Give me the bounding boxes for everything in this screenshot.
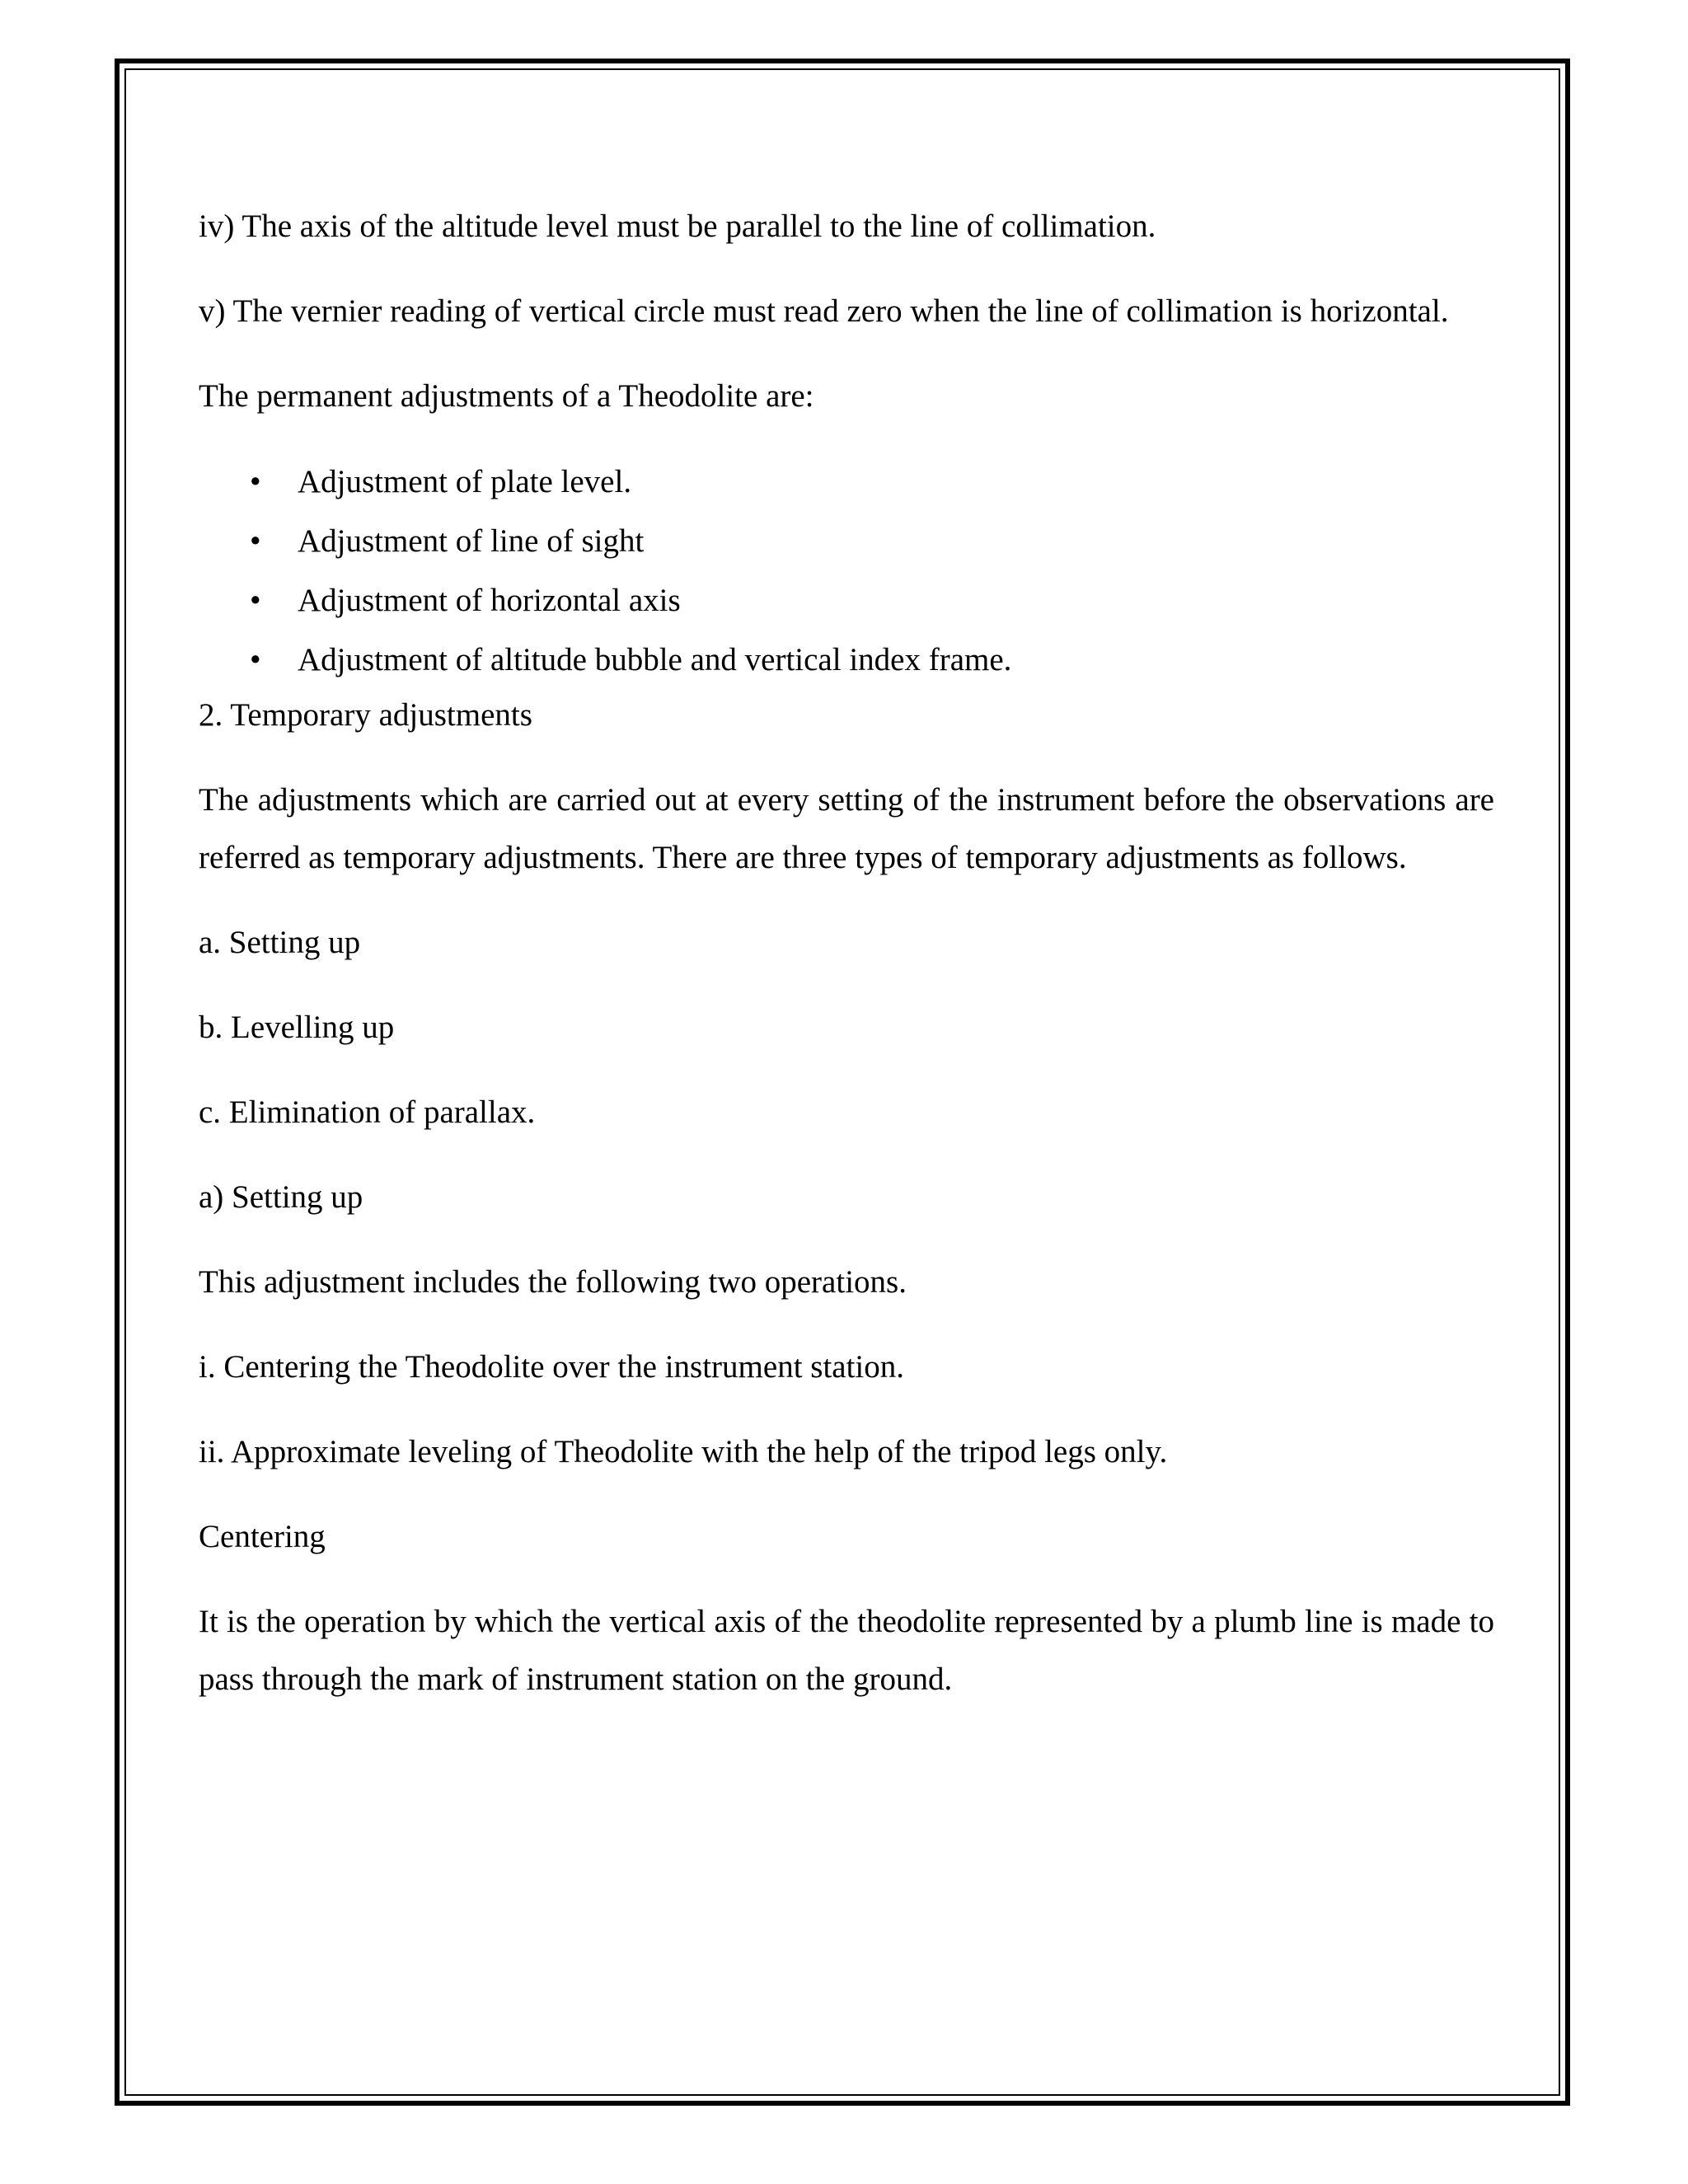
operation-centering: i. Centering the Theodolite over the instrument station. (199, 1349, 905, 1385)
bullet-icon: • (250, 464, 261, 499)
list-item: • Adjustment of line of sight (199, 512, 1494, 571)
temporary-adjustments-heading: 2. Temporary adjustments (199, 697, 532, 733)
operation-approx-leveling: ii. Approximate leveling of Theodolite with the help of the tripod legs only. (199, 1434, 1168, 1469)
list-item: • Adjustment of horizontal axis (199, 571, 1494, 630)
temporary-type-setting-up: a. Setting up (199, 925, 361, 960)
centering-heading: Centering (199, 1519, 326, 1554)
permanent-adjustments-list (199, 452, 1494, 690)
temporary-adjustments-description: The adjustments which are carried out at every setting of the instrument before the observations are referred as temporary adjustments. There are three types of temporary adjustments as follows. (199, 782, 1494, 875)
page-content (199, 198, 1494, 1736)
list-item: • Adjustment of plate level. (199, 452, 1494, 512)
condition-v: v) The vernier reading of vertical circle must read zero when the line of collimation is horizontal. (199, 293, 1449, 329)
bullet-icon: • (250, 583, 261, 618)
temporary-type-parallax: c. Elimination of parallax. (199, 1094, 536, 1130)
condition-iv: iv) The axis of the altitude level must be parallel to the line of collimation. (199, 209, 1156, 244)
bullet-icon: • (250, 523, 261, 559)
setting-up-intro: This adjustment includes the following two operations. (199, 1264, 907, 1300)
setting-up-heading: a) Setting up (199, 1179, 363, 1215)
permanent-adjustments-intro: The permanent adjustments of a Theodolite are: (199, 378, 814, 414)
centering-description: It is the operation by which the vertical axis of the theodolite represented by a plumb line is made to pass through the mark of instrument station on the ground. (199, 1604, 1494, 1697)
temporary-type-levelling-up: b. Levelling up (199, 1010, 395, 1045)
list-item: • Adjustment of altitude bubble and vertical index frame. (199, 630, 1494, 690)
bullet-icon: • (250, 642, 261, 677)
